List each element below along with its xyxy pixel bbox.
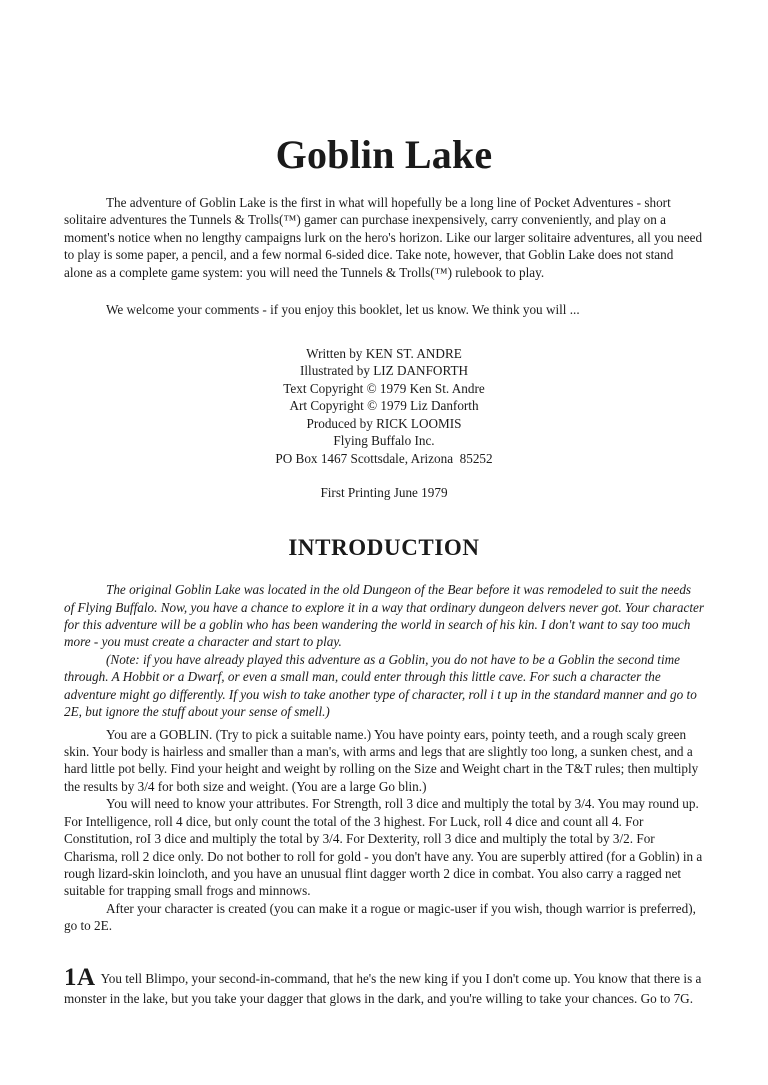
credit-line-produced-by: Produced by RICK LOOMIS: [306, 415, 462, 431]
introduction-paragraph-2-note: (Note: if you have already played this adventure as a Goblin, you do not have to be a Goblin the second time through. A Hobbit or a Dwarf, or even a small man, could enter through this little cave. For such a character the adventure might go differently. If you wish to take another type of character, roll i t up in the standard manner and go to 2E, but ignore the stuff about your sense of smell.): [64, 651, 697, 720]
introduction-paragraph-4: You will need to know your attributes. For Strength, roll 3 dice and multiply the total by 3/4. You may round up. For Intelligence, roll 4 dice, but only count the total of the 3 highest. For Luck, roll 4 dice and count all 4. For Constitution, roI 3 dice and multiply the total by 3/4. For Dexterity, roll 3 dice and multiply the total by 3/2. For Charisma, roll 2 dice only. Do not bother to roll for gold - you don't have any. You are superbly attired (for a Goblin) in a rough lizard-skin loincloth, and you have an unusual flint dagger worth 2 dice in combat. You also carry a ragged net suitable for trapping small frogs and minnows.: [64, 796, 703, 899]
intro-paragraph-2: We welcome your comments - if you enjoy this booklet, let us know. We think you will ...: [106, 302, 580, 318]
credit-line-art-copyright: Art Copyright © 1979 Liz Danforth: [289, 398, 479, 414]
credit-line-written-by: Written by KEN ST. ANDRE: [306, 345, 462, 361]
spacer: [64, 502, 704, 535]
page-content: [64, 0, 704, 1008]
credit-line-text-copyright: Text Copyright © 1979 Ken St. Andre: [283, 380, 485, 396]
entry-1a: [64, 965, 704, 1008]
spacer: [64, 176, 704, 194]
spacer: [64, 935, 704, 965]
introduction-paragraph-5: After your character is created (you can make it a rogue or magic-user if you wish, though warrior is preferred), go to 2E.: [64, 900, 696, 934]
spacer: [64, 467, 704, 484]
entry-1a-text: You tell Blimpo, your second-in-command, that he's the new king if you I don't come up. You know that there is a monster in the lake, but you take your dagger that glows in the dark, and you're willing to take your chances. Go to 7G.: [64, 970, 702, 1006]
intro-paragraph-1: The adventure of Goblin Lake is the first in what will hopefully be a long line of Pocket Adventures - short solitaire adventures the Tunnels & Trolls(™) gamer can purchase inexpensively, carry conveniently, and play on a moment's notice when no lengthy campaigns lurk on the hero's horizon. Like our larger solitaire adventures, all you need to play is some paper, a pencil, and a few normal 6-sided dice. Take note, however, that Goblin Lake does not stand alone as a complete game system: you will need the Tunnels & Trolls(™) rulebook to play.: [64, 195, 703, 280]
introduction-paragraph-1: The original Goblin Lake was located in the old Dungeon of the Bear before it was remodeled to suit the needs of Flying Buffalo. Now, you have a chance to explore it in a way that ordinary dungeon delvers never got. Your character for this adventure will be a goblin who has been wandering the world in search of his kin. I don't want to say too much more - you must create a character and start to play.: [64, 582, 704, 650]
introduction-paragraph-3: You are a GOBLIN. (Try to pick a suitable name.) You have pointy ears, pointy teeth, and a rough scaly green skin. Your body is hairless and smaller than a man's, with arms and legs that are slightly too long, a sunken chest, and a hard little pot belly. Find your height and weight by rolling on the Size and Weight chart in the T&T rules; then multiply the results by 3/4 for both size and weight. (You are a large Go blin.): [64, 726, 699, 794]
section-heading-introduction: INTRODUCTION: [288, 534, 480, 560]
spacer: [64, 319, 704, 345]
credit-line-illustrated-by: Illustrated by LIZ DANFORTH: [299, 363, 469, 379]
credit-line-address: PO Box 1467 Scottsdale, Arizona 85252: [275, 450, 493, 466]
credits-block: [64, 345, 704, 502]
entry-1a-number: 1A: [64, 963, 96, 991]
spacer: [64, 281, 704, 301]
first-printing-line: First Printing June 1979: [320, 485, 448, 501]
spacer: [64, 560, 704, 581]
page-title: Goblin Lake: [275, 132, 493, 177]
credit-line-publisher: Flying Buffalo Inc.: [333, 433, 435, 449]
